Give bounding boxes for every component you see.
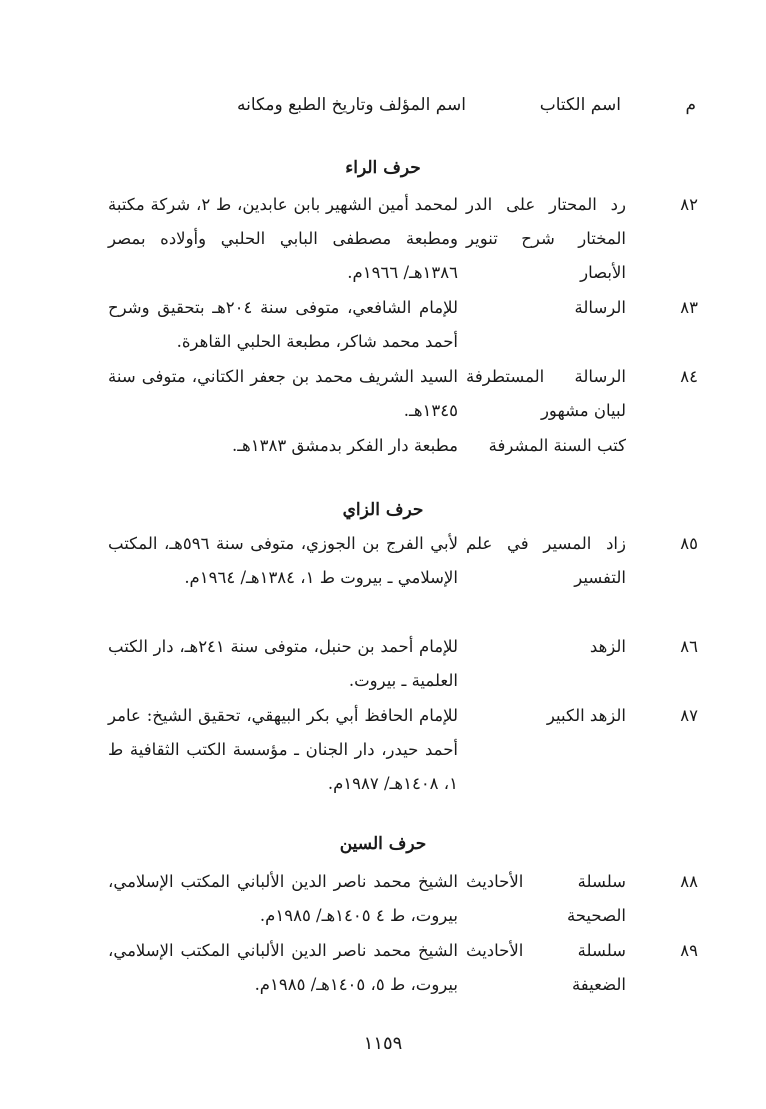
section-title-sin: حرف السين xyxy=(339,834,427,854)
entry-book-title: الرسالة xyxy=(574,298,626,317)
entry-author-details: الشيخ محمد ناصر الدين الألباني المكتب الإسلامي، بيروت، ط ٥، ١٤٠٥هـ/ ١٩٨٥م. xyxy=(108,941,458,994)
page-number: ١١٥٩ xyxy=(363,1033,403,1054)
entry-book-title: زاد المسير في علم التفسير xyxy=(466,534,626,587)
section-title-ra: حرف الراء xyxy=(345,158,421,178)
entry-book-title: رد المحتار على الدر المختار شرح تنوير الأبصار xyxy=(466,195,626,282)
entry-book-title: الزهد الكبير xyxy=(546,706,626,725)
entry-number: ٨٧ xyxy=(680,706,698,725)
column-header-book-title: اسم الكتاب xyxy=(539,95,621,115)
entry-author-details: للإمام الحافظ أبي بكر البيهقي، تحقيق الشيخ: عامر أحمد حيدر، دار الجنان ـ مؤسسة الكتب الثقافية ط ١، ١٤٠٨هـ/ ١٩٨٧م. xyxy=(108,706,458,793)
column-header-author: اسم المؤلف وتاريخ الطبع ومكانه xyxy=(237,95,466,115)
entry-book-title: كتب السنة المشرفة xyxy=(488,436,626,455)
entry-author-details: للإمام الشافعي، متوفى سنة ٢٠٤هـ بتحقيق وشرح أحمد محمد شاكر، مطبعة الحلبي القاهرة. xyxy=(108,298,458,351)
entry-number: ٨٨ xyxy=(680,872,698,891)
entry-number: ٨٩ xyxy=(680,941,698,960)
column-header-number: م xyxy=(685,95,696,115)
entry-number: ٨٦ xyxy=(680,637,698,656)
entry-author-details: لأبي الفرج بن الجوزي، متوفى سنة ٥٩٦هـ، المكتب الإسلامي ـ بيروت ط ١، ١٣٨٤هـ/ ١٩٦٤م. xyxy=(108,534,458,587)
section-title-zay: حرف الزاي xyxy=(342,500,424,520)
entry-author-details: مطبعة دار الفكر بدمشق ١٣٨٣هـ. xyxy=(231,436,458,455)
entry-number: ٨٤ xyxy=(680,367,698,386)
entry-book-title: سلسلة الأحاديث الصحيحة xyxy=(466,872,626,925)
entry-author-details: لمحمد أمين الشهير بابن عابدين، ط ٢، شركة مكتبة ومطبعة مصطفى البابي الحلبي وأولاده بمصر ١٣٨٦هـ/ ١٩٦٦م. xyxy=(108,195,458,282)
entry-number: ٨٣ xyxy=(680,298,698,317)
entry-book-title: الرسالة المستطرفة لبيان مشهور xyxy=(466,367,626,420)
entry-author-details: للإمام أحمد بن حنبل، متوفى سنة ٢٤١هـ، دار الكتب العلمية ـ بيروت. xyxy=(108,637,459,690)
entry-book-title: سلسلة الأحاديث الضعيفة xyxy=(466,941,626,994)
entry-author-details: السيد الشريف محمد بن جعفر الكتاني، متوفى سنة ١٣٤٥هـ. xyxy=(108,367,458,420)
entry-book-title: الزهد xyxy=(589,637,626,656)
entry-author-details: الشيخ محمد ناصر الدين الألباني المكتب الإسلامي، بيروت، ط ٤ ١٤٠٥هـ/ ١٩٨٥م. xyxy=(108,872,458,925)
entry-number: ٨٢ xyxy=(680,195,698,214)
entry-number: ٨٥ xyxy=(680,534,698,553)
